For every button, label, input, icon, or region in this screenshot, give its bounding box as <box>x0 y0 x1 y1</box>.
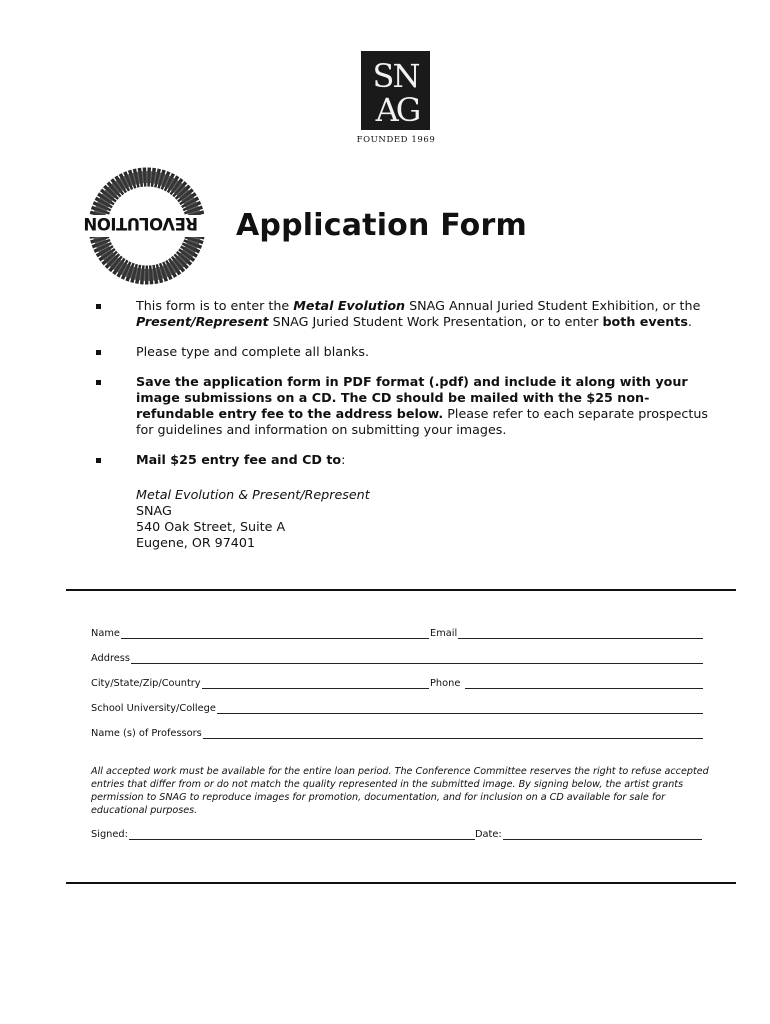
form-row-address <box>91 650 703 664</box>
bullet-text: SNAG Annual Juried Student Exhibition, or the <box>405 298 701 313</box>
address-input-line[interactable] <box>131 653 703 664</box>
signature-input-line[interactable] <box>129 829 475 840</box>
founded-caption: FOUNDED 1969 <box>356 135 436 145</box>
form-row-school <box>91 700 703 714</box>
signature-field[interactable] <box>91 826 475 840</box>
bullet-text: Please refer to each separate prospectus for guidelines and information on submitting your images. <box>136 406 709 437</box>
email-label: Email <box>430 628 458 639</box>
email-input-line[interactable] <box>458 628 703 639</box>
professors-label: Name (s) of Professors <box>91 728 202 739</box>
revolution-logo <box>66 166 216 286</box>
present-represent-emphasis: Present/Represent <box>136 314 269 329</box>
disclaimer-text: All accepted work must be available for the entire loan period. The Conference Committee reserves the right to refuse accepted entries that differ from or do not match the quality represented in the submitted image. By signing below, the artist grants permission to SNAG to reproduce images for promotion, documentation, and for inclusion on a CD available for sale for educational purposes. <box>91 766 709 816</box>
email-field[interactable] <box>430 625 703 639</box>
revolution-logo-text: REVOLUTION <box>83 214 199 233</box>
page-title: Application Form <box>236 208 527 243</box>
metal-evolution-emphasis: Metal Evolution <box>293 298 406 313</box>
instructions-list <box>96 298 716 482</box>
form-row-signature <box>91 826 703 840</box>
signed-label: Signed: <box>91 829 128 840</box>
phone-label: Phone <box>430 678 461 689</box>
bullet-text: . <box>687 314 692 329</box>
address-line: 540 Oak Street, Suite A <box>136 519 286 534</box>
name-input-line[interactable] <box>121 628 429 639</box>
bullet-bold-text: Save the application form in PDF format (.pdf) and include it along with your image submissions on a CD. The CD should be mailed with the $25 non-refundable entry fee to the address below. <box>136 374 688 421</box>
mailing-address <box>136 487 370 551</box>
logo-text-top: SN <box>372 57 419 95</box>
name-field[interactable] <box>91 625 429 639</box>
logo-text-bottom: AG <box>375 91 419 129</box>
city-label: City/State/Zip/Country <box>91 678 201 689</box>
address-line: SNAG <box>136 503 172 518</box>
snag-logo <box>361 51 430 130</box>
date-field[interactable] <box>475 826 702 840</box>
bullet-bold-text: Mail $25 entry fee and CD to <box>136 452 342 467</box>
bullet-square-icon <box>96 304 101 309</box>
date-label: Date: <box>475 829 502 840</box>
both-events-emphasis: both events <box>602 314 688 329</box>
bullet-square-icon <box>96 458 101 463</box>
city-field[interactable] <box>91 675 429 689</box>
address-line: Eugene, OR 97401 <box>136 535 256 550</box>
bullet-text: Please type and complete all blanks. <box>136 344 370 359</box>
professors-field[interactable] <box>91 725 703 739</box>
school-field[interactable] <box>91 700 703 714</box>
professors-input-line[interactable] <box>203 728 703 739</box>
date-input-line[interactable] <box>503 829 702 840</box>
bullet-square-icon <box>96 380 101 385</box>
bullet-text: This form is to enter the <box>136 298 294 313</box>
phone-field[interactable] <box>430 675 703 689</box>
form-row-professors <box>91 725 703 739</box>
bullet-text: : <box>341 452 346 467</box>
school-label: School University/College <box>91 703 216 714</box>
list-item <box>96 374 716 438</box>
city-input-line[interactable] <box>202 678 429 689</box>
bottom-divider <box>66 882 736 884</box>
list-item <box>96 452 716 468</box>
phone-input-line[interactable] <box>465 678 703 689</box>
address-field[interactable] <box>91 650 703 664</box>
form-row-name-email <box>91 625 703 639</box>
top-divider <box>66 589 736 591</box>
form-row-city-phone <box>91 675 703 689</box>
address-label: Address <box>91 653 131 664</box>
name-label: Name <box>91 628 120 639</box>
bullet-square-icon <box>96 350 101 355</box>
address-line: Metal Evolution & Present/Represent <box>136 487 370 502</box>
school-input-line[interactable] <box>217 703 703 714</box>
list-item <box>96 344 716 360</box>
bullet-text: SNAG Juried Student Work Presentation, or to enter <box>268 314 603 329</box>
list-item <box>96 298 716 330</box>
